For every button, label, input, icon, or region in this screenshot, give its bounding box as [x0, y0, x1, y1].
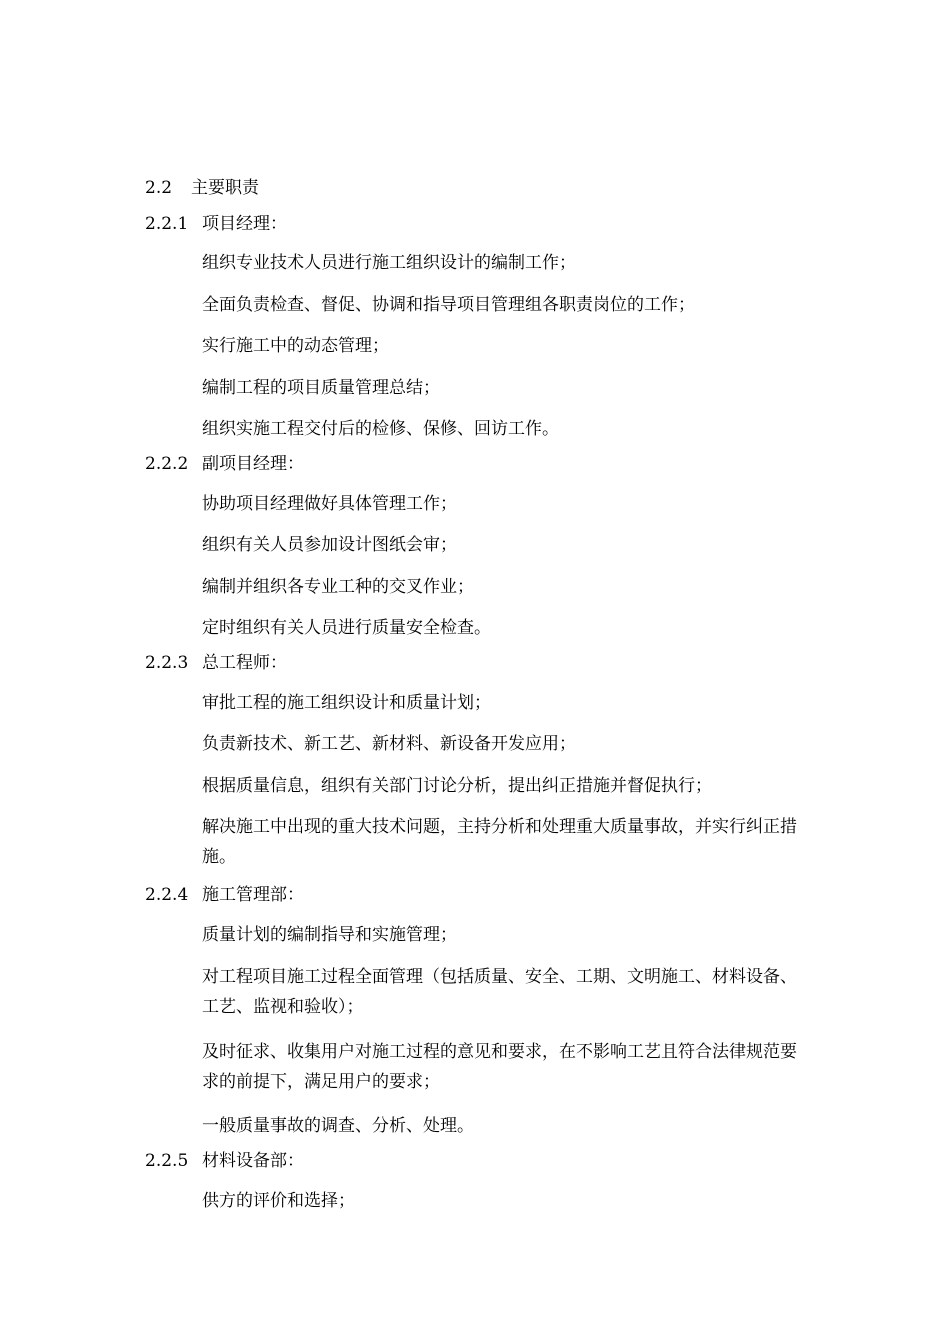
section-title: 主要职责: [191, 178, 259, 198]
list-item: 一般质量事故的调查、分析、处理。: [202, 1116, 474, 1136]
list-item: 质量计划的编制指导和实施管理；: [202, 925, 457, 945]
subsection-number: 2.2.2: [145, 454, 189, 474]
subsection-title: 总工程师：: [202, 653, 287, 673]
list-item: 组织实施工程交付后的检修、保修、回访工作。: [202, 419, 559, 439]
list-item: 全面负责检查、督促、协调和指导项目管理组各职责岗位的工作；: [202, 295, 695, 315]
list-item: 供方的评价和选择；: [202, 1191, 355, 1211]
subsection-number: 2.2.3: [145, 653, 189, 673]
subsection-number: 2.2.1: [145, 214, 189, 234]
subsection-heading-2-2-1: [145, 213, 287, 235]
subsection-title: 副项目经理：: [202, 454, 304, 474]
subsection-title: 项目经理：: [202, 214, 287, 234]
list-item: 组织有关人员参加设计图纸会审；: [202, 535, 457, 555]
subsection-title: 材料设备部：: [202, 1151, 304, 1171]
subsection-number: 2.2.5: [145, 1151, 189, 1171]
subsection-heading-2-2-4: [145, 884, 304, 906]
list-item: 编制并组织各专业工种的交叉作业；: [202, 577, 474, 597]
list-item: 组织专业技术人员进行施工组织设计的编制工作；: [202, 253, 576, 273]
list-item: 对工程项目施工过程全面管理（包括质量、安全、工期、文明施工、材料设备、工艺、监视和验收）；: [202, 967, 797, 1017]
section-heading: [145, 177, 259, 199]
list-item: 定时组织有关人员进行质量安全检查。: [202, 618, 491, 638]
subsection-number: 2.2.4: [145, 885, 189, 905]
list-item: 协助项目经理做好具体管理工作；: [202, 494, 457, 514]
list-item: 编制工程的项目质量管理总结；: [202, 378, 440, 398]
subsection-heading-2-2-3: [145, 652, 287, 674]
list-item: 根据质量信息，组织有关部门讨论分析，提出纠正措施并督促执行；: [202, 776, 712, 796]
list-item: 负责新技术、新工艺、新材料、新设备开发应用；: [202, 734, 576, 754]
list-item: 解决施工中出现的重大技术问题，主持分析和处理重大质量事故，并实行纠正措施。: [202, 817, 797, 867]
subsection-title: 施工管理部：: [202, 885, 304, 905]
list-item: 审批工程的施工组织设计和质量计划；: [202, 693, 491, 713]
list-item: 及时征求、收集用户对施工过程的意见和要求，在不影响工艺且符合法律规范要求的前提下，满足用户的要求；: [202, 1042, 797, 1092]
list-item: 实行施工中的动态管理；: [202, 336, 389, 356]
subsection-heading-2-2-5: [145, 1150, 304, 1172]
subsection-heading-2-2-2: [145, 453, 304, 475]
section-number: 2.2: [145, 178, 173, 198]
